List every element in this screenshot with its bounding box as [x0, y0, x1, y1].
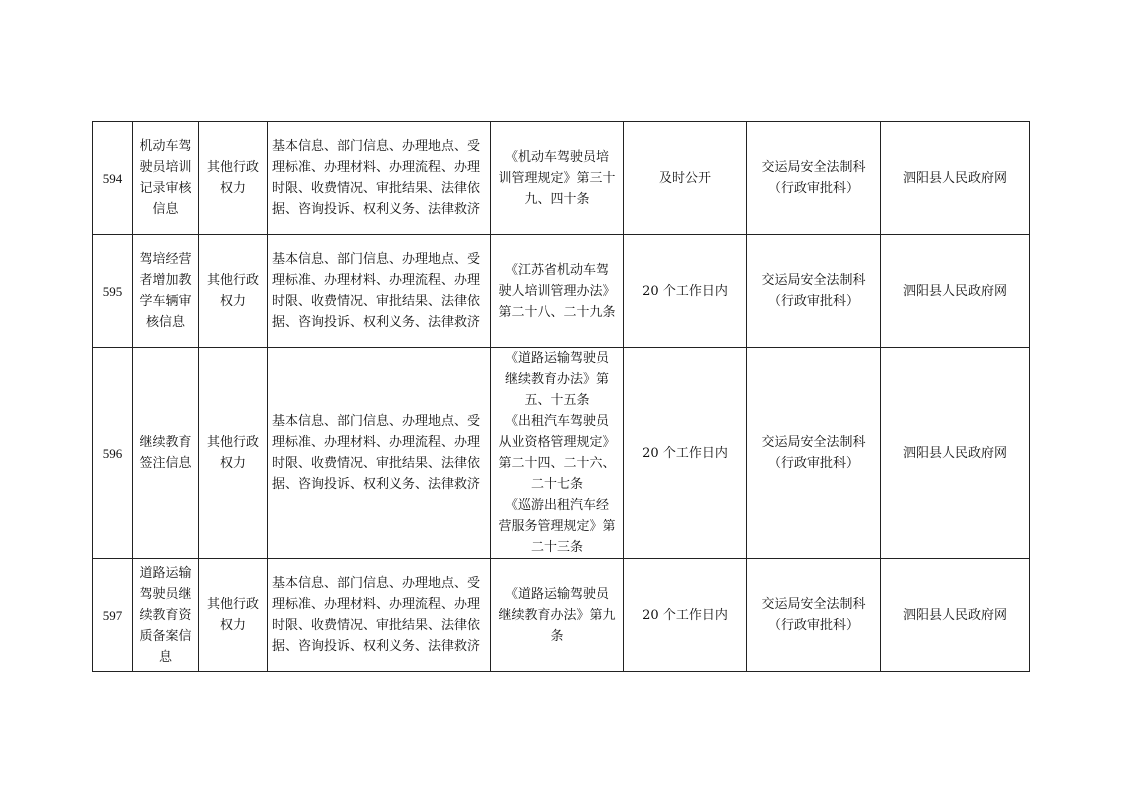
category: 其他行政 权力: [206, 160, 259, 196]
department-cell: [747, 235, 881, 348]
channel-cell: [881, 348, 1030, 559]
channel-cell: [881, 559, 1030, 672]
disclosure-channel: 泗阳县人民政府网: [902, 283, 1007, 299]
table-row: [93, 559, 1030, 672]
content-cell: [268, 559, 491, 672]
timeline-cell: [624, 559, 747, 672]
basis-cell: [491, 348, 624, 559]
channel-cell: [881, 235, 1030, 348]
item-cell: [133, 235, 199, 348]
responsible-department: 交运局安全法制科 （行政审批科）: [761, 273, 866, 309]
disclosure-timeline: 及时公开: [658, 170, 711, 186]
row-number: 594: [102, 170, 123, 186]
item-cell: [133, 559, 199, 672]
table-row: [93, 348, 1030, 559]
disclosure-timeline: 20 个工作日内: [642, 607, 728, 623]
item-name: 机动车驾 驶员培训 记录审核 信息: [139, 139, 192, 217]
responsible-department: 交运局安全法制科 （行政审批科）: [761, 435, 866, 471]
legal-basis: 《江苏省机动车驾 驶人培训管理办法》 第二十八、二十九条: [498, 262, 616, 320]
content-cell: [268, 122, 491, 235]
category-cell: [199, 348, 268, 559]
legal-basis: 《道路运输驾驶员 继续教育办法》第 五、十五条 《出租汽车驾驶员 从业资格管理规定》 第二十四、二十六、 二十七条 《巡游出租汽车经 营服务管理规定》第 二十三条: [498, 351, 616, 555]
timeline-cell: [624, 348, 747, 559]
table-row: [93, 122, 1030, 235]
item-name: 继续教育 签注信息: [139, 435, 192, 471]
legal-basis: 《道路运输驾驶员 继续教育办法》第九 条: [498, 586, 616, 644]
row-number-cell: [93, 235, 133, 348]
row-number-cell: [93, 348, 133, 559]
department-cell: [747, 559, 881, 672]
channel-cell: [881, 122, 1030, 235]
row-number-cell: [93, 122, 133, 235]
department-cell: [747, 348, 881, 559]
row-number: 597: [102, 607, 123, 623]
item-name: 道路运输 驾驶员继 续教育资 质备案信 息: [139, 565, 192, 665]
category: 其他行政 权力: [206, 597, 259, 633]
category-cell: [199, 559, 268, 672]
content-cell: [268, 235, 491, 348]
legal-basis: 《机动车驾驶员培 训管理规定》第三十 九、四十条: [498, 149, 616, 207]
content-cell: [268, 348, 491, 559]
basis-cell: [491, 122, 624, 235]
row-number: 596: [102, 445, 123, 461]
table-row: [93, 235, 1030, 348]
disclosure-table: [92, 121, 1030, 672]
row-number: 595: [102, 283, 123, 299]
disclosure-timeline: 20 个工作日内: [642, 283, 728, 299]
disclosure-channel: 泗阳县人民政府网: [902, 607, 1007, 623]
basis-cell: [491, 235, 624, 348]
category-cell: [199, 235, 268, 348]
disclosure-timeline: 20 个工作日内: [642, 445, 728, 461]
category: 其他行政 权力: [206, 273, 259, 309]
disclosure-channel: 泗阳县人民政府网: [902, 445, 1007, 461]
category: 其他行政 权力: [206, 435, 259, 471]
disclosure-content: 基本信息、部门信息、办理地点、受 理标准、办理材料、办理流程、办理 时限、收费情况、审批结果、法律依 据、咨询投诉、权利义务、法律救济: [272, 414, 481, 492]
disclosure-content: 基本信息、部门信息、办理地点、受 理标准、办理材料、办理流程、办理 时限、收费情况、审批结果、法律依 据、咨询投诉、权利义务、法律救济: [272, 252, 481, 330]
responsible-department: 交运局安全法制科 （行政审批科）: [761, 160, 866, 196]
item-cell: [133, 122, 199, 235]
basis-cell: [491, 559, 624, 672]
responsible-department: 交运局安全法制科 （行政审批科）: [761, 597, 866, 633]
category-cell: [199, 122, 268, 235]
item-cell: [133, 348, 199, 559]
disclosure-content: 基本信息、部门信息、办理地点、受 理标准、办理材料、办理流程、办理 时限、收费情况、审批结果、法律依 据、咨询投诉、权利义务、法律救济: [272, 576, 481, 654]
disclosure-content: 基本信息、部门信息、办理地点、受 理标准、办理材料、办理流程、办理 时限、收费情况、审批结果、法律依 据、咨询投诉、权利义务、法律救济: [272, 139, 481, 217]
timeline-cell: [624, 235, 747, 348]
disclosure-channel: 泗阳县人民政府网: [902, 170, 1007, 186]
item-name: 驾培经营 者增加教 学车辆审 核信息: [139, 252, 192, 330]
department-cell: [747, 122, 881, 235]
row-number-cell: [93, 559, 133, 672]
timeline-cell: [624, 122, 747, 235]
